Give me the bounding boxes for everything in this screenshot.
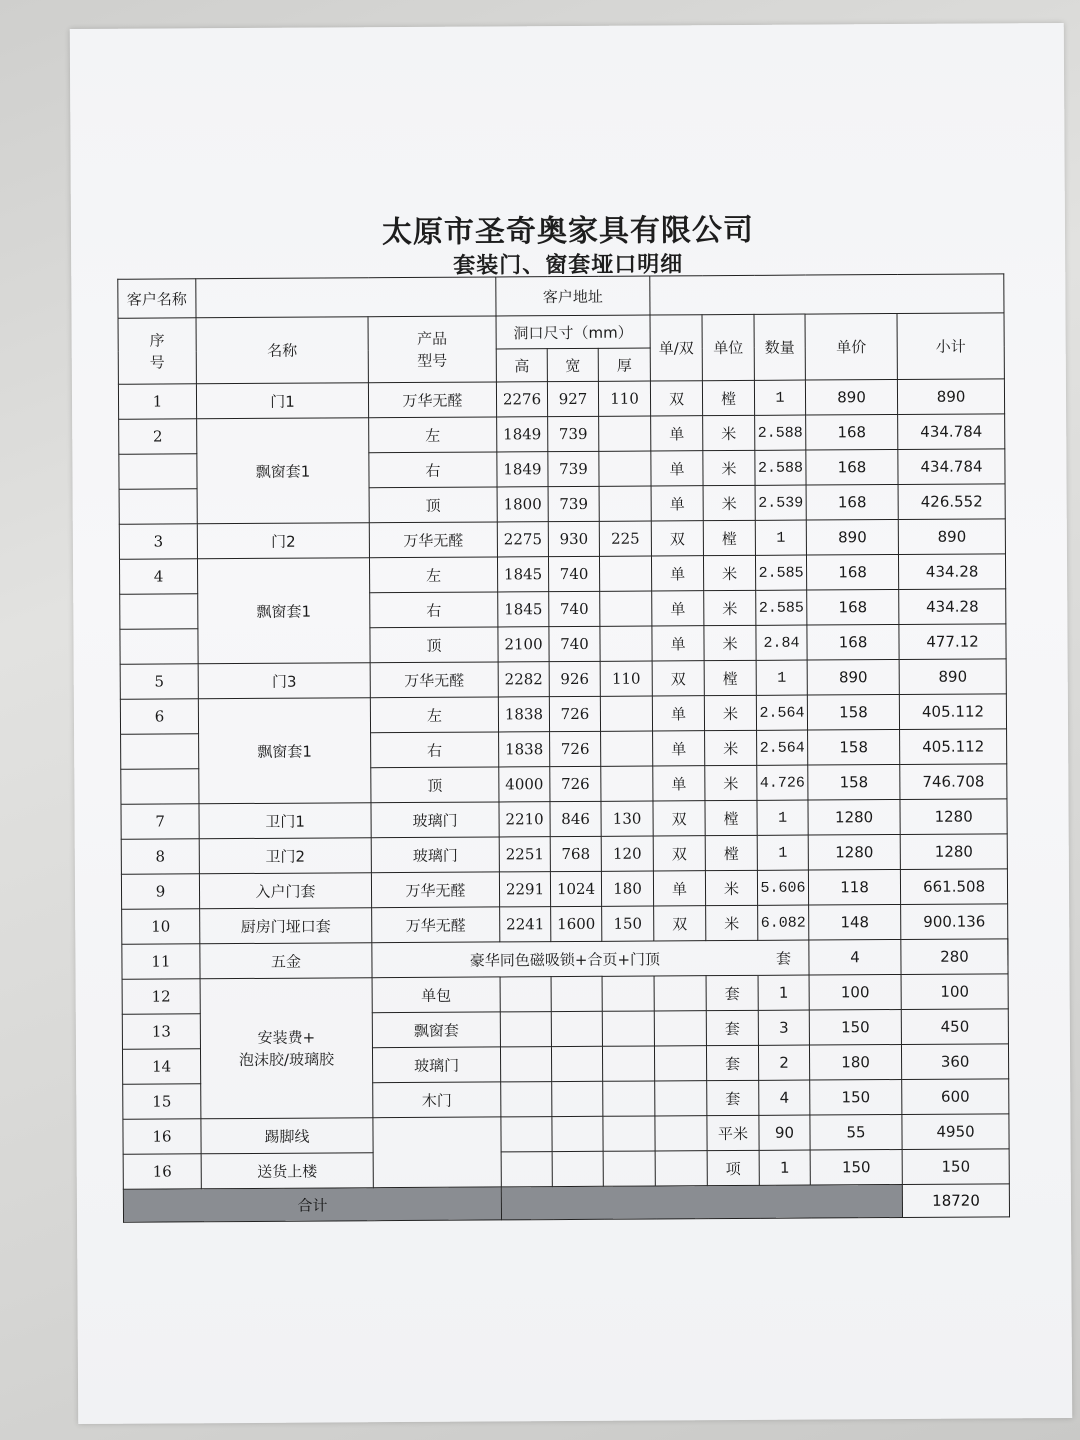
- width-cell: 1600: [551, 906, 602, 941]
- qty-cell: 2.564: [757, 730, 808, 765]
- subtotal-cell: 1280: [900, 834, 1007, 870]
- model-cell: 玻璃门: [372, 1047, 500, 1083]
- empty-cell: [655, 1151, 707, 1186]
- seq-cell: 16: [123, 1154, 201, 1189]
- unit-cell: 平米: [707, 1115, 759, 1150]
- seq-cell: 4: [119, 559, 197, 594]
- qty-cell: 2.539: [755, 485, 806, 520]
- price-cell: 280: [901, 939, 1008, 975]
- price-cell: 168: [807, 624, 899, 660]
- seq-cell: [120, 594, 198, 629]
- qty-cell: 2.84: [756, 625, 807, 660]
- unit-cell: 米: [705, 870, 757, 905]
- empty-cell: [655, 1046, 707, 1081]
- empty-cell: [602, 1011, 654, 1046]
- customer-address-value: [650, 274, 1004, 315]
- thickness-cell: 120: [601, 836, 653, 871]
- seq-cell: 9: [121, 874, 199, 909]
- width-cell: 739: [548, 416, 599, 451]
- seq-cell: 1: [118, 384, 196, 419]
- name-cell: 送货上楼: [201, 1153, 373, 1189]
- width-cell: 739: [548, 451, 599, 486]
- model-cell: 顶: [370, 627, 498, 663]
- subtotal-cell: 600: [902, 1079, 1009, 1115]
- table-body: [118, 274, 1010, 1222]
- install-name-text: 安装费+ 泡沫胶/玻璃胶: [238, 1028, 335, 1069]
- seq-cell: [121, 734, 199, 769]
- width-cell: 927: [547, 381, 598, 416]
- model-cell: 右: [369, 452, 497, 488]
- unit-cell: 米: [704, 695, 756, 730]
- thickness-cell: [599, 486, 651, 521]
- seq-cell: 12: [122, 979, 200, 1014]
- single-double-cell: 双: [650, 381, 702, 416]
- qty-cell: 3: [758, 1010, 809, 1045]
- single-double-header: 单/双: [650, 315, 702, 381]
- empty-cell: [373, 1117, 501, 1188]
- seq-cell: 13: [122, 1014, 200, 1049]
- single-double-cell: 单: [651, 451, 703, 486]
- qty-cell: 2: [759, 1045, 810, 1080]
- empty-cell: [654, 1011, 706, 1046]
- seq-header-text: 序 号: [149, 330, 165, 372]
- price-cell: 180: [809, 1044, 901, 1080]
- height-cell: 2210: [499, 802, 550, 837]
- seq-cell: [119, 454, 197, 489]
- subtotal-cell: 1280: [900, 799, 1007, 835]
- paper-sheet: [70, 23, 1073, 1424]
- empty-cell: [551, 1046, 602, 1081]
- name-cell: 门2: [197, 523, 369, 559]
- height-cell: 2282: [498, 662, 549, 697]
- seq-cell: 8: [121, 839, 199, 874]
- thickness-cell: [600, 626, 652, 661]
- thickness-cell: [600, 591, 652, 626]
- qty-cell: 1: [757, 835, 808, 870]
- width-cell: 726: [549, 696, 600, 731]
- price-cell: 100: [809, 974, 901, 1010]
- width-cell: 768: [550, 836, 601, 871]
- table-row: [120, 694, 1006, 734]
- model-header-text: 产品 型号: [417, 329, 448, 370]
- subtotal-header: 小计: [897, 313, 1004, 380]
- unit-cell: 樘: [702, 380, 754, 415]
- table-row: [122, 939, 1008, 979]
- subtotal-cell: 477.12: [899, 624, 1006, 660]
- single-double-cell: 单: [652, 591, 704, 626]
- subtotal-cell: 900.136: [901, 904, 1008, 940]
- unit-cell: 米: [705, 765, 757, 800]
- seq-cell: [119, 489, 197, 524]
- height-cell: 2291: [499, 872, 550, 907]
- height-cell: 1838: [498, 697, 549, 732]
- empty-cell: [501, 1117, 552, 1152]
- qty-header: 数量: [754, 314, 805, 380]
- subtotal-cell: 360: [901, 1044, 1008, 1080]
- qty-cell: 1: [757, 800, 808, 835]
- model-cell: 万华无醛: [372, 907, 500, 943]
- empty-cell: [500, 1012, 551, 1047]
- seq-cell: 2: [119, 419, 197, 454]
- price-cell: 158: [807, 694, 899, 730]
- price-cell: 1280: [808, 799, 900, 835]
- table-row: [123, 1114, 1009, 1154]
- total-row: [123, 1184, 1009, 1222]
- subtotal-cell: 100: [901, 974, 1008, 1010]
- name-cell: 飘窗套1: [197, 558, 370, 664]
- qty-cell: 2.585: [756, 555, 807, 590]
- empty-cell: [603, 1116, 655, 1151]
- qty-cell: 2.564: [756, 695, 807, 730]
- name-cell: 入户门套: [199, 873, 371, 909]
- unit-cell: 樘: [703, 520, 755, 555]
- install-name-cell: [200, 978, 373, 1119]
- height-cell: 1838: [499, 732, 550, 767]
- price-cell: 150: [810, 1149, 902, 1185]
- seq-cell: 6: [120, 699, 198, 734]
- single-double-cell: 单: [652, 696, 704, 731]
- table-row: [119, 414, 1005, 454]
- thickness-cell: [601, 731, 653, 766]
- seq-cell: 16: [123, 1119, 201, 1154]
- model-cell: 万华无醛: [368, 382, 496, 418]
- total-value: 18720: [902, 1184, 1009, 1218]
- single-double-cell: 单: [652, 626, 704, 661]
- single-double-cell: 单: [651, 416, 703, 451]
- name-cell: 卫门1: [199, 803, 371, 839]
- price-cell: 890: [807, 659, 899, 695]
- opening-header: 洞口尺寸（mm）: [496, 315, 650, 349]
- single-double-cell: 双: [652, 661, 704, 696]
- single-double-cell: 单: [653, 766, 705, 801]
- price-cell: 148: [809, 904, 901, 940]
- customer-name-label: 客户名称: [118, 279, 196, 318]
- model-cell: 木门: [373, 1082, 501, 1118]
- price-cell: 890: [806, 519, 898, 555]
- thickness-cell: [599, 556, 651, 591]
- unit-cell: 米: [703, 485, 755, 520]
- subtotal-cell: 434.28: [899, 589, 1006, 625]
- price-cell: 1280: [808, 834, 900, 870]
- height-cell: 1849: [497, 452, 548, 487]
- width-cell: 726: [550, 731, 601, 766]
- total-label: 合计: [123, 1187, 501, 1222]
- thickness-cell: 225: [599, 521, 651, 556]
- height-cell: 4000: [499, 767, 550, 802]
- width-cell: 739: [548, 486, 599, 521]
- table-row: [119, 519, 1005, 559]
- name-cell: 门3: [198, 663, 370, 699]
- unit-cell: 米: [704, 590, 756, 625]
- seq-cell: 7: [121, 804, 199, 839]
- empty-cell: [603, 1151, 655, 1186]
- height-cell: 1849: [497, 417, 548, 452]
- width-cell: 1024: [550, 871, 601, 906]
- height-cell: 1800: [497, 487, 548, 522]
- table-row: [122, 974, 1008, 1014]
- unit-cell: 米: [704, 555, 756, 590]
- subtotal-cell: 150: [902, 1149, 1009, 1185]
- price-cell: 158: [808, 729, 900, 765]
- model-header: [368, 316, 496, 383]
- seq-cell: 11: [122, 944, 200, 979]
- detail-table: [117, 273, 1010, 1222]
- unit-cell: 米: [706, 905, 758, 940]
- customer-row: [118, 274, 1004, 318]
- model-cell: 飘窗套: [372, 1012, 500, 1048]
- unit-cell: 套: [706, 1010, 758, 1045]
- customer-address-label: 客户地址: [496, 276, 650, 316]
- single-double-cell: 双: [654, 906, 706, 941]
- subtotal-cell: 890: [898, 519, 1005, 555]
- thickness-header: 厚: [598, 348, 650, 381]
- subtotal-cell: 890: [899, 659, 1006, 695]
- name-cell: 门1: [196, 383, 368, 419]
- width-cell: 726: [550, 766, 601, 801]
- unit-cell: 樘: [705, 835, 757, 870]
- model-cell: 顶: [371, 767, 499, 803]
- price-cell: 150: [810, 1079, 902, 1115]
- price-cell: 168: [806, 449, 898, 485]
- empty-cell: [655, 1116, 707, 1151]
- width-cell: 740: [548, 556, 599, 591]
- price-cell: 168: [807, 589, 899, 625]
- price-cell: 118: [808, 869, 900, 905]
- model-cell: 右: [370, 592, 498, 628]
- subtotal-cell: 426.552: [898, 484, 1005, 520]
- seq-cell: 5: [120, 664, 198, 699]
- price-cell: 158: [808, 764, 900, 800]
- unit-cell: 套: [758, 940, 809, 975]
- unit-cell: 米: [703, 450, 755, 485]
- thickness-cell: 110: [598, 381, 650, 416]
- name-cell: 卫门2: [199, 838, 371, 874]
- empty-cell: [551, 1011, 602, 1046]
- height-header: 高: [496, 349, 547, 382]
- unit-cell: 项: [707, 1150, 759, 1185]
- company-title: 太原市圣奇奥家具有限公司: [381, 212, 755, 251]
- qty-cell: 2.588: [755, 415, 806, 450]
- thickness-cell: 130: [601, 801, 653, 836]
- customer-name-value: [196, 277, 496, 318]
- qty-cell: 4.726: [757, 765, 808, 800]
- empty-cell: [552, 1081, 603, 1116]
- thickness-cell: 180: [601, 871, 653, 906]
- unit-cell: 樘: [704, 660, 756, 695]
- unit-cell: 米: [704, 625, 756, 660]
- unit-cell: 米: [703, 415, 755, 450]
- qty-cell: 1: [759, 1150, 810, 1185]
- model-cell: 万华无醛: [371, 872, 499, 908]
- model-cell: 万华无醛: [370, 662, 498, 698]
- unit-cell: 套: [707, 1080, 759, 1115]
- subtotal-cell: 450: [901, 1009, 1008, 1045]
- price-header: 单价: [805, 314, 897, 381]
- qty-cell: 1: [754, 380, 805, 415]
- qty-cell: 2.585: [756, 590, 807, 625]
- subtotal-cell: 434.784: [898, 414, 1005, 450]
- empty-cell: [501, 1082, 552, 1117]
- thickness-cell: [599, 451, 651, 486]
- price-cell: 168: [807, 554, 899, 590]
- subtotal-cell: 405.112: [899, 694, 1006, 730]
- thickness-cell: 150: [602, 906, 654, 941]
- empty-cell: [654, 976, 706, 1011]
- model-cell: 右: [371, 732, 499, 768]
- name-cell: 踢脚线: [201, 1118, 373, 1154]
- empty-cell: [552, 1151, 603, 1186]
- price-cell: 168: [806, 414, 898, 450]
- table-row: [118, 379, 1004, 419]
- name-cell: 飘窗套1: [198, 698, 371, 804]
- model-cell: 顶: [369, 487, 497, 523]
- subtotal-cell: 434.28: [899, 554, 1006, 590]
- single-double-cell: 单: [652, 556, 704, 591]
- qty-cell: 4: [759, 1080, 810, 1115]
- table-row: [123, 1149, 1009, 1189]
- price-cell: 890: [805, 379, 897, 415]
- name-cell: 飘窗套1: [197, 418, 370, 524]
- qty-cell: 2.588: [755, 450, 806, 485]
- empty-cell: [552, 1116, 603, 1151]
- hardware-desc-cell: 豪华同色磁吸锁+合页+门顶: [372, 940, 758, 977]
- single-double-cell: 单: [653, 731, 705, 766]
- empty-cell: [602, 1046, 654, 1081]
- model-cell: 左: [370, 697, 498, 733]
- single-double-cell: 双: [651, 521, 703, 556]
- height-cell: 2276: [496, 382, 547, 417]
- single-double-cell: 单: [653, 871, 705, 906]
- single-double-cell: 单: [651, 486, 703, 521]
- height-cell: 2251: [499, 837, 550, 872]
- seq-cell: 15: [123, 1084, 201, 1119]
- price-cell: 55: [810, 1114, 902, 1150]
- model-cell: 左: [369, 417, 497, 453]
- height-cell: 2241: [500, 907, 551, 942]
- table-row: [120, 659, 1006, 699]
- thickness-cell: [600, 696, 652, 731]
- empty-cell: [655, 1081, 707, 1116]
- seq-header: [118, 318, 196, 384]
- subtotal-cell: 4950: [902, 1114, 1009, 1150]
- subtotal-cell: 746.708: [900, 764, 1007, 800]
- table-row: [121, 799, 1007, 839]
- seq-cell: [121, 769, 199, 804]
- qty-cell: 90: [759, 1115, 810, 1150]
- empty-cell: [501, 1152, 552, 1187]
- subtotal-cell: 405.112: [900, 729, 1007, 765]
- qty-cell: 4: [809, 939, 901, 975]
- single-double-cell: 双: [653, 801, 705, 836]
- empty-cell: [500, 977, 551, 1012]
- name-cell: 五金: [200, 943, 372, 979]
- qty-cell: 5.606: [757, 870, 808, 905]
- seq-cell: [120, 629, 198, 664]
- width-cell: 930: [548, 521, 599, 556]
- name-cell: 厨房门垭口套: [200, 908, 372, 944]
- empty-cell: [551, 976, 602, 1011]
- empty-cell: [603, 1081, 655, 1116]
- table-row: [119, 554, 1005, 594]
- thickness-cell: [601, 766, 653, 801]
- empty-cell: [500, 1047, 551, 1082]
- subtotal-cell: 661.508: [900, 869, 1007, 905]
- model-cell: 玻璃门: [371, 802, 499, 838]
- price-cell: 150: [809, 1009, 901, 1045]
- height-cell: 1845: [497, 557, 548, 592]
- model-cell: 万华无醛: [369, 522, 497, 558]
- unit-cell: 樘: [705, 800, 757, 835]
- model-cell: 单包: [372, 977, 500, 1013]
- height-cell: 2100: [498, 627, 549, 662]
- seq-cell: 10: [122, 909, 200, 944]
- model-cell: 左: [369, 557, 497, 593]
- width-cell: 926: [549, 661, 600, 696]
- header-row-1: [118, 313, 1004, 351]
- document-subtitle: 套装门、窗套垭口明细: [453, 252, 684, 279]
- qty-cell: 6.082: [758, 905, 809, 940]
- width-cell: 740: [549, 626, 600, 661]
- width-cell: 740: [549, 591, 600, 626]
- price-cell: 168: [806, 484, 898, 520]
- qty-cell: 1: [755, 520, 806, 555]
- width-cell: 846: [550, 801, 601, 836]
- empty-cell: [602, 976, 654, 1011]
- width-header: 宽: [547, 348, 598, 381]
- qty-cell: 1: [756, 660, 807, 695]
- seq-cell: 3: [119, 524, 197, 559]
- total-spacer: [501, 1184, 902, 1219]
- height-cell: 1845: [498, 592, 549, 627]
- single-double-cell: 双: [653, 836, 705, 871]
- thickness-cell: [599, 416, 651, 451]
- table-row: [121, 869, 1007, 909]
- name-header: 名称: [196, 317, 368, 384]
- height-cell: 2275: [497, 522, 548, 557]
- subtotal-cell: 890: [897, 379, 1004, 415]
- unit-cell: 套: [706, 975, 758, 1010]
- seq-cell: 14: [122, 1049, 200, 1084]
- table-row: [122, 904, 1008, 944]
- unit-cell: 套: [707, 1045, 759, 1080]
- subtotal-cell: 434.784: [898, 449, 1005, 485]
- qty-cell: 1: [758, 975, 809, 1010]
- table-row: [121, 834, 1007, 874]
- unit-header: 单位: [702, 314, 754, 380]
- unit-cell: 米: [705, 730, 757, 765]
- thickness-cell: 110: [600, 661, 652, 696]
- model-cell: 玻璃门: [371, 837, 499, 873]
